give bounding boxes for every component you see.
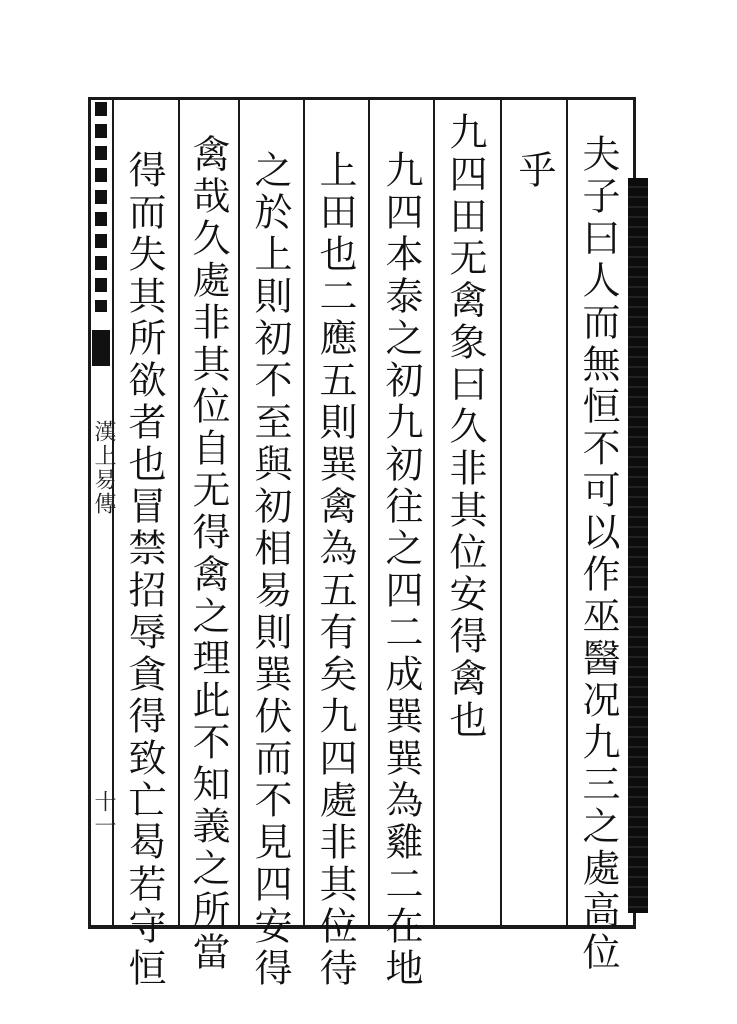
column-divider: [500, 100, 502, 925]
text-column-2: 乎: [512, 150, 556, 192]
top-border: [88, 97, 636, 100]
bottom-border: [88, 925, 636, 929]
column-divider: [178, 100, 180, 925]
text-column-8: 得而失其所欲者也冒禁招辱貪得致亡曷若守恒: [122, 150, 166, 990]
text-column-7: 禽哉久處非其位自无得禽之理此不知義之所當: [186, 134, 230, 974]
column-divider: [238, 100, 240, 925]
text-column-3: 九四田无禽象曰久非其位安得禽也: [443, 112, 487, 742]
text-column-6: 之於上則初不至與初相易則巽伏而不見四安得: [248, 150, 292, 990]
column-divider: [368, 100, 370, 925]
margin-fish-tail: [92, 330, 110, 366]
margin-book-title: 漢上易傳: [91, 420, 116, 516]
column-divider: [566, 100, 568, 925]
binding-spine: [628, 178, 648, 913]
text-column-1: 夫子曰人而無恒不可以作巫醫况九三之處高位: [576, 134, 620, 974]
margin-page-number: 十一: [91, 790, 116, 838]
margin-mark-top: [95, 102, 107, 312]
text-column-4: 九四本泰之初九初往之四二成巽巽為雞二在地: [379, 150, 423, 990]
column-divider: [433, 100, 435, 925]
column-divider: [303, 100, 305, 925]
text-column-5: 上田也二應五則巽禽為五有矣九四處非其位待: [313, 150, 357, 990]
